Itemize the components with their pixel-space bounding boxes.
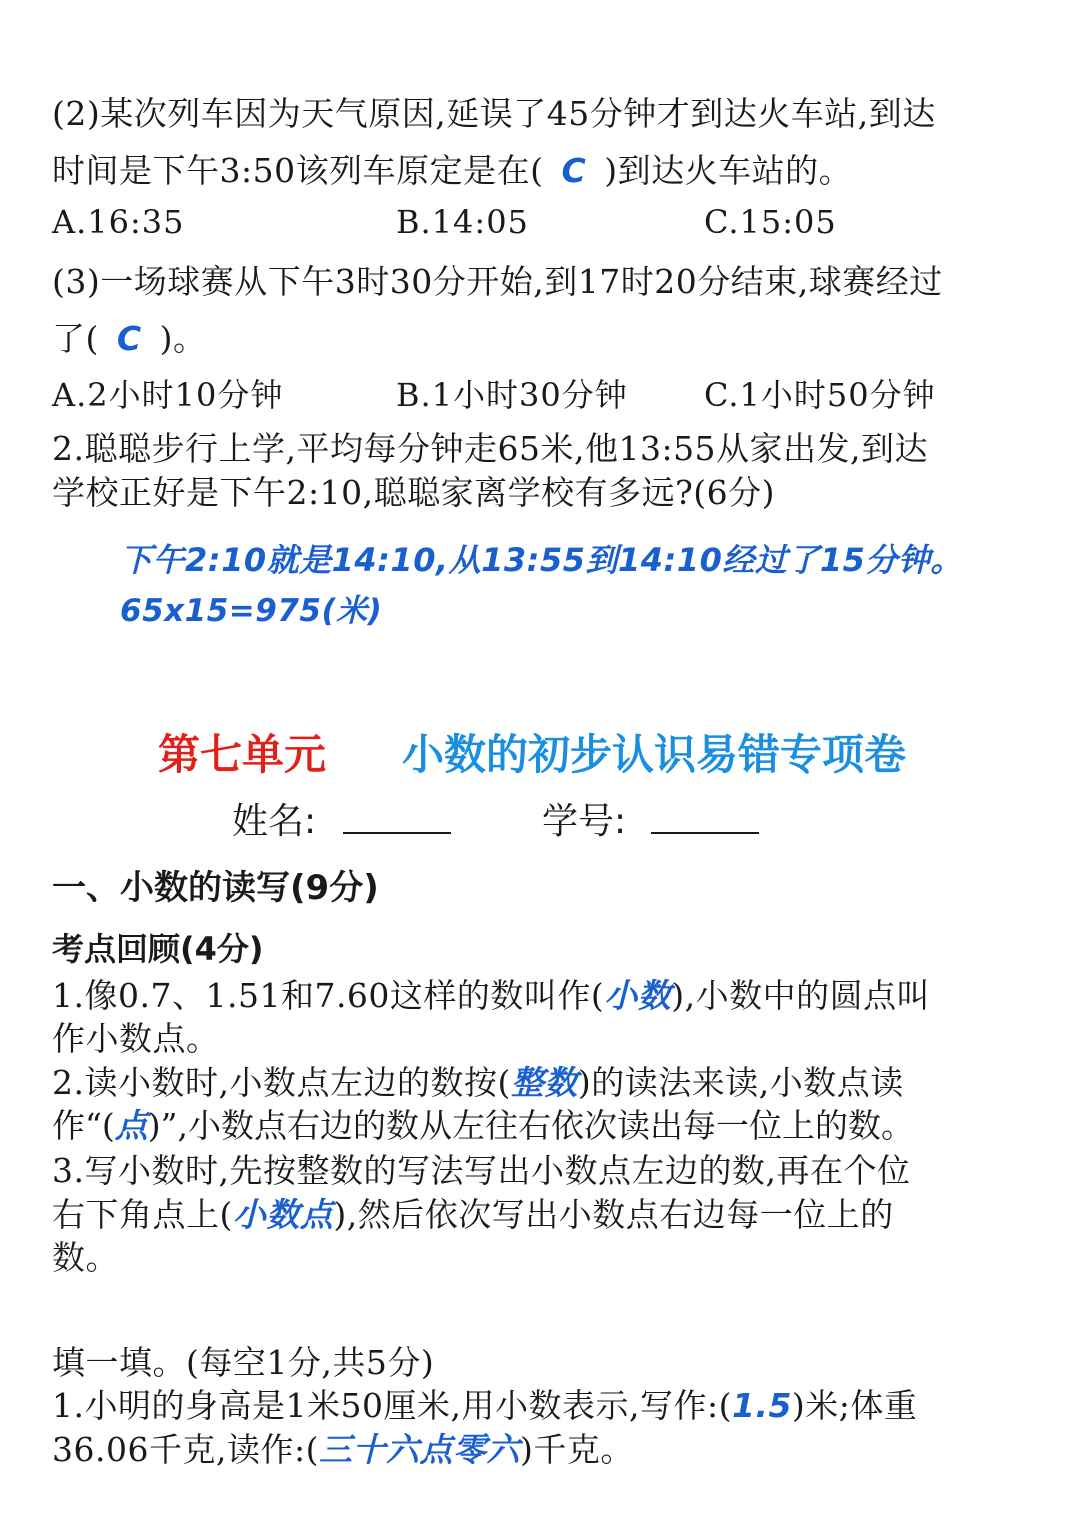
q3-text-line1: (3)一场球赛从下午3时30分开始,到17时20分结束,球赛经过 [52,262,943,301]
q3-text-line2 [52,313,206,360]
review2-post: )的读法来读,小数点读 [577,1063,904,1102]
q2-text-pre: 时间是下午3:50该列车原定是在( [52,151,544,190]
problem2-solution-line2: 65x15=975(米) [120,593,383,629]
q2-text-line2 [52,145,852,192]
fill1-line2-pre: 36.06千克,读作:( [52,1430,319,1469]
review3-answer: 小数点 [232,1195,334,1234]
student-id-label: 学号: [542,801,627,842]
review-item-1 [52,970,930,1017]
name-blank [343,832,451,834]
q3-option-c: C.1小时50分钟 [704,376,936,414]
q2-option-a: A.16:35 [52,203,185,241]
q2-option-c: C.15:05 [704,203,837,241]
fill-item-1 [52,1380,917,1427]
fill1-line2-post: )千克。 [519,1430,634,1469]
q2-option-b: B.14:05 [396,203,529,241]
q3-answer: C [116,319,142,358]
fill-item-1-line2 [52,1424,634,1471]
review-item-3-line2 [52,1189,894,1236]
review2-line2-pre: 作“( [52,1106,115,1145]
review2-answer: 整数 [510,1063,578,1102]
review-item-2 [52,1057,904,1104]
review-item-3: 3.写小数时,先按整数的写法写出小数点左边的数,再在个位 [52,1151,911,1190]
review-item-1-line2: 作小数点。 [52,1019,220,1058]
q2-text-post: )到达火车站的。 [604,151,853,190]
q2-answer: C [561,151,587,190]
review-title: 考点回顾(4分) [52,930,264,968]
review2-line2-answer: 点 [114,1106,148,1145]
fill1-answer-2: 三十六点零六 [318,1430,520,1469]
problem2-line1: 2.聪聪步行上学,平均每分钟走65米,他13:55从家出发,到达 [52,429,929,468]
unit-number-title: 第七单元 [158,730,327,779]
fill1-answer-1: 1.5 [731,1386,792,1425]
q3-option-a: A.2小时10分钟 [52,376,284,414]
q3-text-pre: 了( [52,319,99,358]
fill1-mid: )米;体重 [791,1386,918,1425]
review2-pre: 2.读小数时,小数点左边的数按( [52,1063,511,1102]
fill1-pre: 1.小明的身高是1米50厘米,用小数表示,写作:( [52,1386,732,1425]
problem2-line2: 学校正好是下午2:10,聪聪家离学校有多远?(6分) [52,473,776,512]
fill-title: 填一填。(每空1分,共5分) [52,1343,435,1382]
student-id-blank [651,832,759,834]
name-label: 姓名: [232,801,317,842]
review1-answer: 小数 [604,976,672,1015]
review-item-2-line2 [52,1100,914,1147]
q3-text-post: )。 [159,319,207,358]
review-item-3-line3: 数。 [52,1238,119,1277]
section1-title: 一、小数的读写(9分) [52,868,379,908]
review3-post: ),然后依次写出小数点右边每一位上的 [333,1195,894,1234]
review1-pre: 1.像0.7、1.51和7.60这样的数叫作( [52,976,605,1015]
problem2-solution-line1: 下午2:10就是14:10,从13:55到14:10经过了15分钟。 [120,541,963,579]
review1-post: ),小数中的圆点叫 [671,976,931,1015]
unit-name-title: 小数的初步认识易错专项卷 [402,730,907,779]
q2-text-line1: (2)某次列车因为天气原因,延误了45分钟才到达火车站,到达 [52,94,936,133]
q3-option-b: B.1小时30分钟 [396,376,628,414]
review3-pre: 右下角点上( [52,1195,233,1234]
review2-line2-post: )”,小数点右边的数从左往右依次读出每一位上的数。 [147,1106,914,1145]
